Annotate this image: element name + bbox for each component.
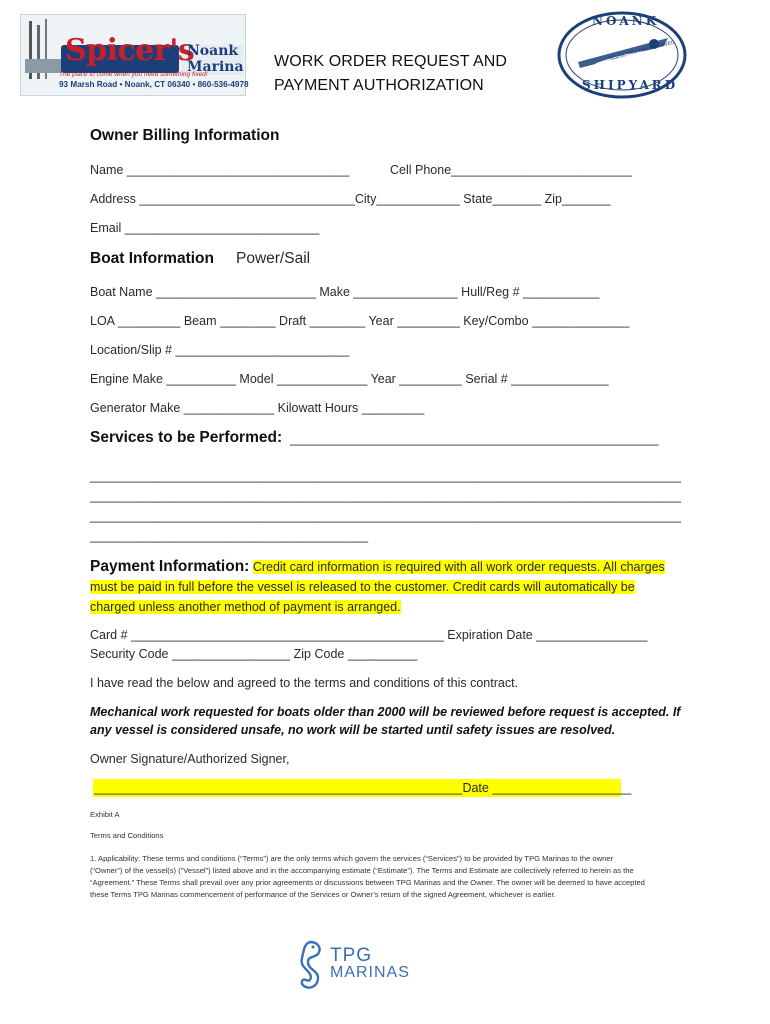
payment-notice-line-3: charged unless another method of payment is arranged. [90,600,401,614]
mechanical-notice-line-1: Mechanical work requested for boats older than 2000 will be reviewed before request is accepted. If [90,705,681,719]
seahorse-icon [296,940,326,992]
spicers-brand-sub-1: Noank [187,43,239,59]
spicers-brand-sub-2: Marina [187,59,244,75]
exhibit-label: Exhibit A [90,810,120,819]
mechanical-notice-line-2: any vessel is considered unsafe, no work will be started until safety issues are resolved. [90,723,616,737]
title-line-2: PAYMENT AUTHORIZATION [274,77,484,94]
services-heading-blank[interactable]: _____________________________________________________ [290,432,659,446]
owner-email-field[interactable]: Email ____________________________ [90,221,320,235]
spicers-address: 93 Marsh Road • Noank, CT 06340 • 860-536-4978 [59,80,249,89]
services-blank-line-3[interactable]: _____________________________________________________________________________________ [90,509,681,523]
terms-heading: Terms and Conditions [90,831,164,840]
security-code-field[interactable]: Security Code _________________ Zip Code __________ [90,647,418,661]
tpg-marinas-logo [296,940,416,996]
document-title [274,50,507,98]
owner-name-field[interactable]: Name ________________________________ [90,163,350,177]
boat-dimensions-field[interactable]: LOA _________ Beam ________ Draft ________ Year _________ Key/Combo ______________ [90,314,630,328]
services-blank-line-1[interactable]: _____________________________________________________________________________________ [90,469,681,483]
boat-name-field[interactable]: Boat Name _______________________ Make _______________ Hull/Reg # ___________ [90,285,600,299]
signature-label: Owner Signature/Authorized Signer, [90,752,290,766]
payment-notice-line-2: must be paid in full before the vessel is released to the customer. Credit cards will automatically be [90,580,635,594]
spicers-brand: Spicer's [65,33,195,68]
noank-shipyard-logo [556,10,688,100]
tpg-logo-line-1: TPG [330,945,373,966]
services-blank-line-4[interactable]: ________________________________________ [90,529,369,543]
owner-address-field[interactable]: Address _______________________________City____________ State_______ Zip_______ [90,192,611,206]
noank-ribbon-text: RELAX, YOU HAVE ARRIVED [608,39,676,62]
boat-info-heading: Boat Information [90,250,214,267]
terms-paragraph-line-1: 1. Applicability: These terms and conditions (“Terms”) are the only terms which govern the services (“Services”) to be provided by TPG Marinas to the owner [90,854,614,863]
tpg-logo-line-2: MARINAS [330,964,410,981]
payment-block [90,557,690,617]
boat-type-option[interactable]: Power/Sail [236,250,311,267]
owner-cell-phone-field[interactable]: Cell Phone__________________________ [390,163,632,177]
payment-heading: Payment Information: [90,558,250,575]
terms-paragraph-line-3: “Agreement.” These Terms shall prevail over any prior agreements or discussions between TPG Marinas and the Owner. The owner will be deemed to have accepted [90,878,645,887]
owner-billing-heading: Owner Billing Information [90,127,280,144]
generator-info-field[interactable]: Generator Make _____________ Kilowatt Hours _________ [90,401,425,415]
terms-paragraph-line-2: (“Owner”) of the vessel(s) (“Vessel”) listed above and in the accompanying estimate (“Estimate”). The Terms and Estimate are collectively referred to herein as the [90,866,634,875]
terms-paragraph-line-4: these Terms TPG Marinas commencement of performance of the Services or Owner’s return of the signed Agreement, whichever is earlier. [90,890,556,899]
noank-top-text: NOANK [592,14,660,28]
noank-bottom-text: SHIPYARD [582,78,679,92]
terms-agreement-text: I have read the below and agreed to the terms and conditions of this contract. [90,676,519,690]
services-heading: Services to be Performed: [90,429,283,446]
spicers-marina-logo [20,14,249,96]
spicers-tagline: The place to come when you need something fixed! [59,71,208,78]
boat-location-field[interactable]: Location/Slip # _________________________ [90,343,350,357]
engine-info-field[interactable]: Engine Make __________ Model _____________ Year _________ Serial # ______________ [90,372,609,386]
card-number-field[interactable]: Card # _____________________________________________ Expiration Date ________________ [90,628,648,642]
signature-date-field[interactable]: _____________________________________________________Date ____________________ [94,781,632,795]
payment-notice-line-1: Credit card information is required with all work order requests. All charges [252,560,665,574]
services-blank-line-2[interactable]: _____________________________________________________________________________________ [90,489,681,503]
title-line-1: WORK ORDER REQUEST AND [274,53,508,70]
